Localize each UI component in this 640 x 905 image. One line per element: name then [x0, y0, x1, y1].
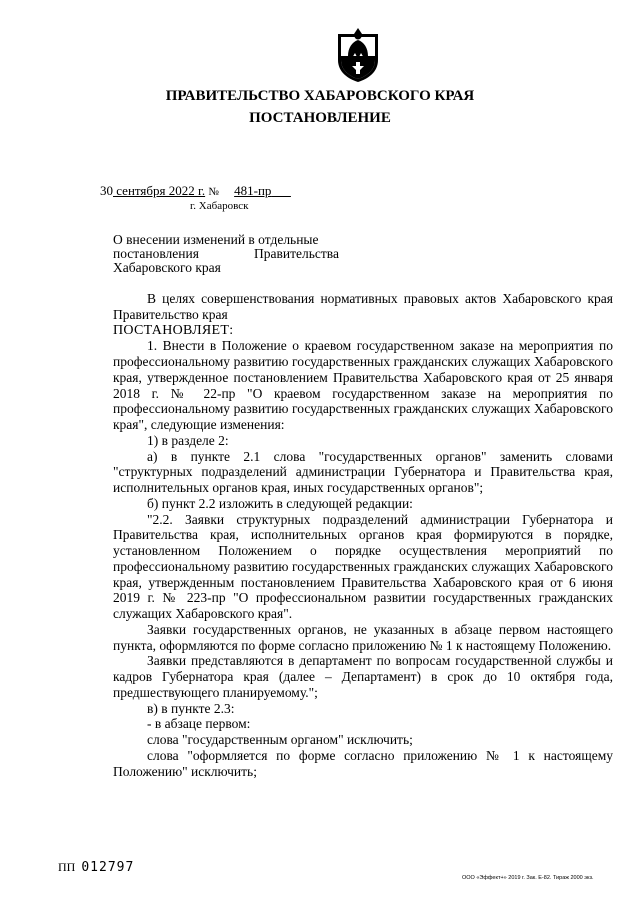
paragraph-6: Заявки государственных органов, не указанных в абзаце первом настоящего пункта, оформляются по форме согласно приложению № 1 к настоящему Положению.	[113, 621, 613, 653]
resolves-heading: ПОСТАНОВЛЯЕТ:	[113, 322, 234, 338]
city: г. Хабаровск	[190, 200, 249, 212]
coat-of-arms-icon	[334, 26, 382, 84]
form-serial	[58, 860, 134, 875]
printer-imprint: ООО «Эффект+» 2019 г. Зак. Е-82. Тираж 2000 экз.	[462, 875, 594, 881]
paragraph-9: - в абзаце первом:	[147, 716, 251, 732]
form-serial-number: 012797	[81, 860, 135, 875]
paragraph-7: Заявки представляются в департамент по вопросам государственной службы и кадров Губернатора края (далее – Департамент) в срок до 10 октября года, предшествующего планируемому.";	[113, 653, 613, 700]
number-sign: №	[208, 186, 219, 198]
preamble: В целях совершенствования нормативных правовых актов Хабаровского края Правительство края	[113, 291, 613, 322]
paragraph-1: 1. Внести в Положение о краевом государственном заказе на мероприятия по профессиональному развитию государственных гражданских служащих Хабаровского края, утвержденное постановлением Правительства Хабаровского края от 25 января 2018 г. № 22-пр "О краевом государственном заказе на мероприятия по профессиональному развитию государственных гражданских служащих Хабаровского края", следующие изменения:	[113, 338, 613, 432]
document-body	[113, 291, 613, 779]
paragraph-10: слова "государственным органом" исключить;	[147, 732, 413, 747]
date-value: сентября 2022 г.	[113, 183, 206, 198]
document-subject	[113, 233, 339, 275]
document-number: 481-пр	[234, 183, 272, 198]
paragraph-5: "2.2. Заявки структурных подразделений администрации Губернатора и Правительства края, исполнительных органов края формируются в порядке, установленном Положением о порядке осуществления мероприятий по профессиональному развитию государственных гражданских служащих Хабаровского края, утвержденным постановлением Правительства Хабаровского края от 6 июня 2019 г. № 223-пр "О профессиональном развитии государственных гражданских служащих Хабаровского края".	[113, 511, 613, 621]
paragraph-11: слова "оформляется по форме согласно приложению № 1 к настоящему Положению" исключить;	[113, 747, 613, 779]
government-title: ПРАВИТЕЛЬСТВО ХАБАРОВСКОГО КРАЯ	[165, 88, 475, 104]
subject-line-2: постановления Правительства	[113, 246, 339, 261]
paragraph-2: 1) в разделе 2:	[147, 432, 229, 448]
paragraph-8: в) в пункте 2.3:	[147, 700, 235, 716]
form-series: ПП	[58, 860, 76, 874]
subject-line-1: О внесении изменений в отдельные	[113, 232, 319, 247]
subject-line-3: Хабаровского края	[113, 260, 221, 275]
document-type: ПОСТАНОВЛЕНИЕ	[249, 110, 391, 126]
date-day: 30	[100, 183, 113, 198]
paragraph-4: б) пункт 2.2 изложить в следующей редакции:	[147, 495, 413, 511]
date-number-line	[100, 183, 291, 199]
paragraph-3: а) в пункте 2.1 слова "государственных органов" заменить словами "структурных подразделений администрации Губернатора и Правительства края, исполнительных органов края, иных государственных органов";	[113, 448, 613, 495]
